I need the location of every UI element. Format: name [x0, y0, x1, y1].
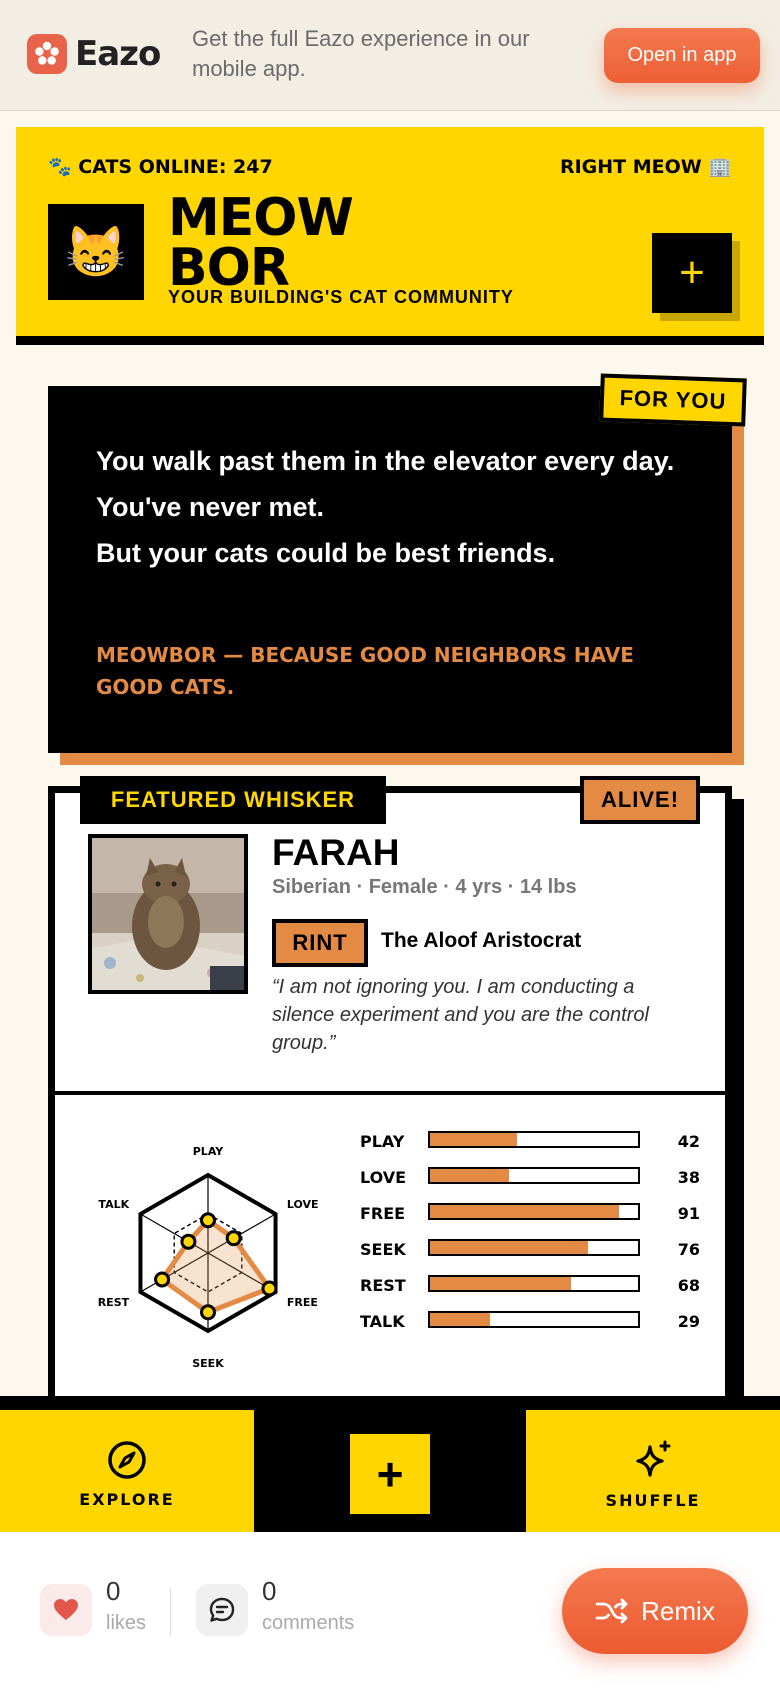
nav-add-button[interactable]: + [350, 1434, 430, 1514]
stat-row-talk [360, 1306, 700, 1342]
comments-label: comments [262, 1612, 355, 1634]
building-location: RIGHT MEOW 🏢 [559, 156, 732, 178]
hero-card [48, 386, 732, 753]
nav-explore-label: EXPLORE [79, 1490, 175, 1509]
likes-count: 0 [106, 1576, 121, 1606]
stat-label: REST [360, 1276, 406, 1295]
hero-line-1: You walk past them in the elevator every day. [96, 446, 675, 476]
radar-label-talk: TALK [98, 1198, 130, 1211]
cat-photo[interactable] [88, 834, 248, 994]
nav-explore[interactable] [0, 1410, 254, 1539]
radar-point-talk [182, 1235, 195, 1248]
like-button[interactable] [40, 1584, 92, 1636]
sparkles-icon [632, 1439, 674, 1481]
eazo-wordmark: Eazo [75, 34, 161, 74]
bottom-nav [0, 1396, 780, 1532]
app-title-line1: MEOW [168, 188, 353, 248]
eazo-logo-icon [27, 34, 67, 74]
stat-bar-fill [430, 1169, 509, 1182]
cat-avatar-icon: 😸 [48, 204, 144, 300]
stat-bar-fill [430, 1277, 571, 1290]
cats-online-count: 🐾 CATS ONLINE: 247 [48, 156, 273, 178]
stat-value: 91 [677, 1204, 700, 1223]
comment-button[interactable] [196, 1584, 248, 1636]
personality-type-name: The Aloof Aristocrat [381, 929, 582, 952]
cat-details: Siberian · Female · 4 yrs · 14 lbs [272, 876, 577, 898]
app-title [168, 188, 353, 298]
app-title-line2: BOR [168, 238, 289, 298]
stat-bar [428, 1239, 640, 1256]
shuffle-icon [595, 1596, 629, 1626]
stat-label: FREE [360, 1204, 406, 1223]
compass-icon [107, 1440, 147, 1480]
stat-label: TALK [360, 1312, 405, 1331]
stat-bar [428, 1203, 640, 1220]
radar-label-seek: SEEK [192, 1357, 224, 1370]
remix-button[interactable] [562, 1568, 748, 1654]
radar-point-rest [156, 1273, 169, 1286]
stat-row-seek [360, 1234, 700, 1270]
personality-type-badge: RINT [272, 919, 368, 967]
radar-point-love [227, 1232, 240, 1245]
eazo-logo [27, 34, 160, 74]
heart-icon [53, 1598, 79, 1622]
stat-value: 68 [677, 1276, 700, 1295]
stat-bar [428, 1167, 640, 1184]
radar-label-play: PLAY [192, 1145, 224, 1158]
remix-label: Remix [641, 1595, 715, 1626]
open-in-app-button[interactable]: Open in app [604, 28, 760, 83]
hero-line-3: But your cats could be best friends. [96, 538, 556, 568]
radar-point-free [263, 1282, 276, 1295]
stat-bar-fill [430, 1205, 619, 1218]
radar-label-free: FREE [286, 1296, 318, 1309]
stat-value: 29 [677, 1312, 700, 1331]
stat-value: 42 [677, 1132, 700, 1151]
stat-bar-fill [430, 1241, 588, 1254]
stat-label: LOVE [360, 1168, 407, 1187]
cat-quote: “I am not ignoring you. I am conducting a silence experiment and you are the control group.” [272, 976, 649, 1054]
radar-label-love: LOVE [286, 1198, 319, 1211]
comment-icon [208, 1596, 236, 1624]
status-badge: ALIVE! [580, 776, 700, 824]
likes-label: likes [106, 1612, 147, 1634]
radar-point-seek [202, 1306, 215, 1319]
stat-bar [428, 1131, 640, 1148]
hero-line-2: You've never met. [96, 492, 325, 522]
hero-subline: MEOWBOR — BECAUSE GOOD NEIGHBORS HAVE GOOD CATS. [96, 643, 634, 699]
radar-point-play [202, 1214, 215, 1227]
personality-radar-chart [88, 1120, 328, 1370]
app-banner [0, 0, 780, 111]
personality-stats [360, 1126, 700, 1342]
comments-count: 0 [262, 1576, 277, 1606]
stat-bar [428, 1275, 640, 1292]
post-footer [0, 1532, 780, 1688]
hero-message [96, 438, 686, 576]
header-add-button[interactable]: + [652, 233, 732, 313]
cat-name: FARAH [272, 832, 400, 873]
radar-label-rest: REST [97, 1296, 130, 1309]
stat-label: SEEK [360, 1240, 406, 1259]
featured-label: FEATURED WHISKER [80, 776, 386, 824]
stat-row-free [360, 1198, 700, 1234]
app-tagline: YOUR BUILDING'S CAT COMMUNITY [168, 287, 514, 307]
stat-bar [428, 1311, 640, 1328]
stat-value: 76 [677, 1240, 700, 1259]
stat-row-play [360, 1126, 700, 1162]
stat-label: PLAY [360, 1132, 405, 1151]
banner-message: Get the full Eazo experience in our mobile app. [192, 26, 530, 81]
stat-row-love [360, 1162, 700, 1198]
card-divider [55, 1091, 725, 1095]
stat-bar-fill [430, 1133, 517, 1146]
stat-row-rest [360, 1270, 700, 1306]
community-header [16, 127, 764, 345]
stat-value: 38 [677, 1168, 700, 1187]
for-you-badge: FOR YOU [599, 373, 747, 426]
nav-shuffle[interactable] [526, 1410, 780, 1539]
stat-bar-fill [430, 1313, 490, 1326]
nav-shuffle-label: SHUFFLE [605, 1491, 701, 1510]
footer-separator [170, 1588, 171, 1636]
